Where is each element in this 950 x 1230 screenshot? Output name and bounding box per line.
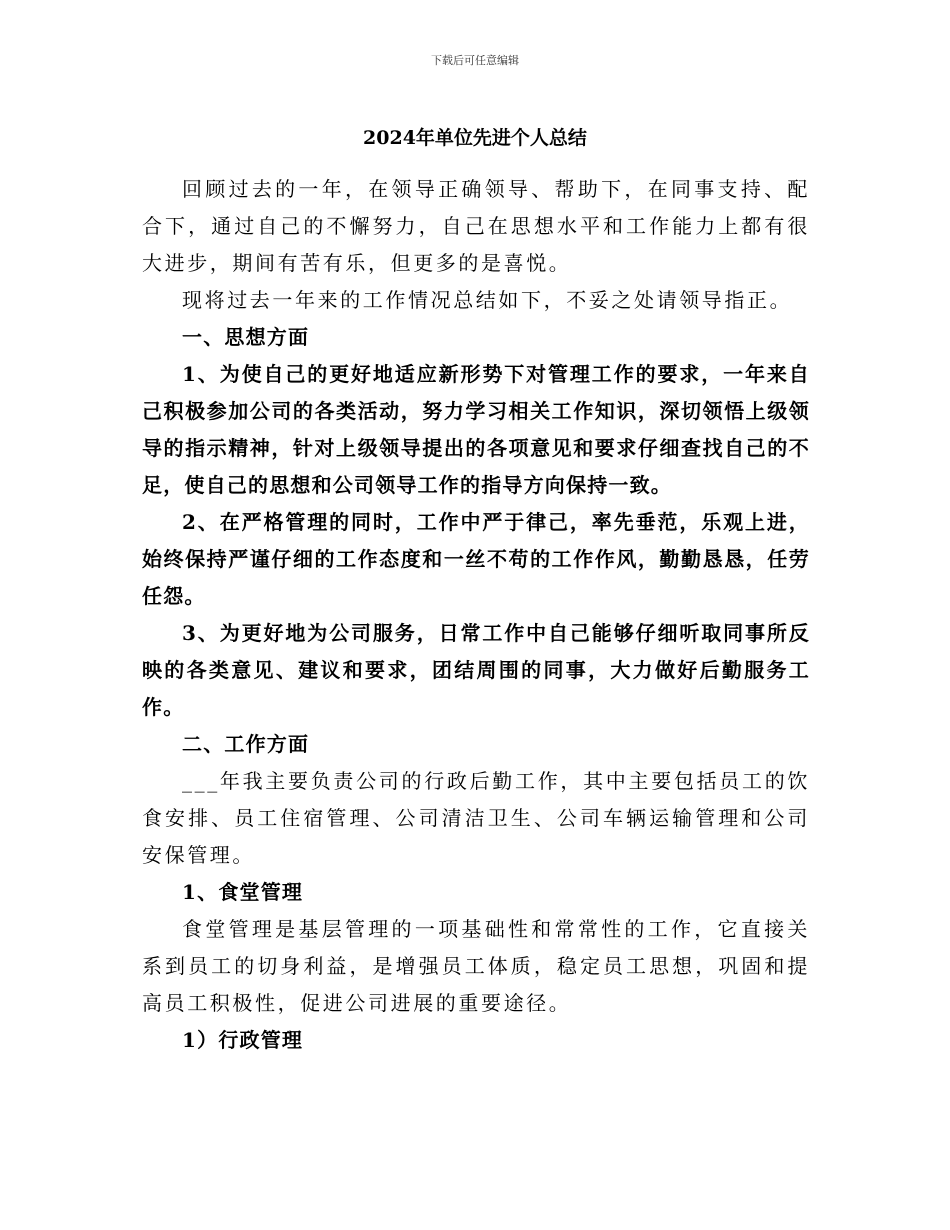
document-body bbox=[142, 171, 810, 1059]
paragraph-thought-3: 3、为更好地为公司服务，日常工作中自己能够仔细听取同事所反映的各类意见、建议和要求，团结周围的同事，大力做好后勤服务工作。 bbox=[142, 621, 810, 719]
paragraph-canteen: 食堂管理是基层管理的一项基础性和常常性的工作，它直接关系到员工的切身利益，是增强员工体质，稳定员工思想，巩固和提高员工积极性，促进公司进展的重要途径。 bbox=[142, 917, 810, 1015]
document-title: 2024年单位先进个人总结 bbox=[363, 127, 587, 149]
section-heading-work: 二、工作方面 bbox=[182, 732, 310, 756]
paragraph-work-scope: ___年我主要负责公司的行政后勤工作，其中主要包括员工的饮食安排、员工住宿管理、公司清洁卫生、公司车辆运输管理和公司安保管理。 bbox=[142, 769, 810, 867]
subheading-canteen: 1、食堂管理 bbox=[182, 880, 304, 904]
paragraph-intro: 回顾过去的一年，在领导正确领导、帮助下，在同事支持、配合下，通过自己的不懈努力，自己在思想水平和工作能力上都有很大进步，期间有苦有乐，但更多的是喜悦。 bbox=[142, 177, 810, 275]
section-heading-thought: 一、思想方面 bbox=[182, 325, 310, 349]
paragraph-summary-lead: 现将过去一年来的工作情况总结如下，不妥之处请领导指正。 bbox=[182, 288, 793, 312]
paragraph-thought-2: 2、在严格管理的同时，工作中严于律己，率先垂范，乐观上进，始终保持严谨仔细的工作态度和一丝不苟的工作作风，勤勤恳恳，任劳任怨。 bbox=[142, 510, 810, 608]
header-note: 下载后可任意编辑 bbox=[431, 54, 519, 67]
paragraph-thought-1: 1、为使自己的更好地适应新形势下对管理工作的要求，一年来自己积极参加公司的各类活动，努力学习相关工作知识，深切领悟上级领导的指示精神，针对上级领导提出的各项意见和要求仔细查找自己的不足，使自己的思想和公司领导工作的指导方向保持一致。 bbox=[142, 362, 810, 497]
subheading-admin: 1）行政管理 bbox=[182, 1028, 304, 1052]
